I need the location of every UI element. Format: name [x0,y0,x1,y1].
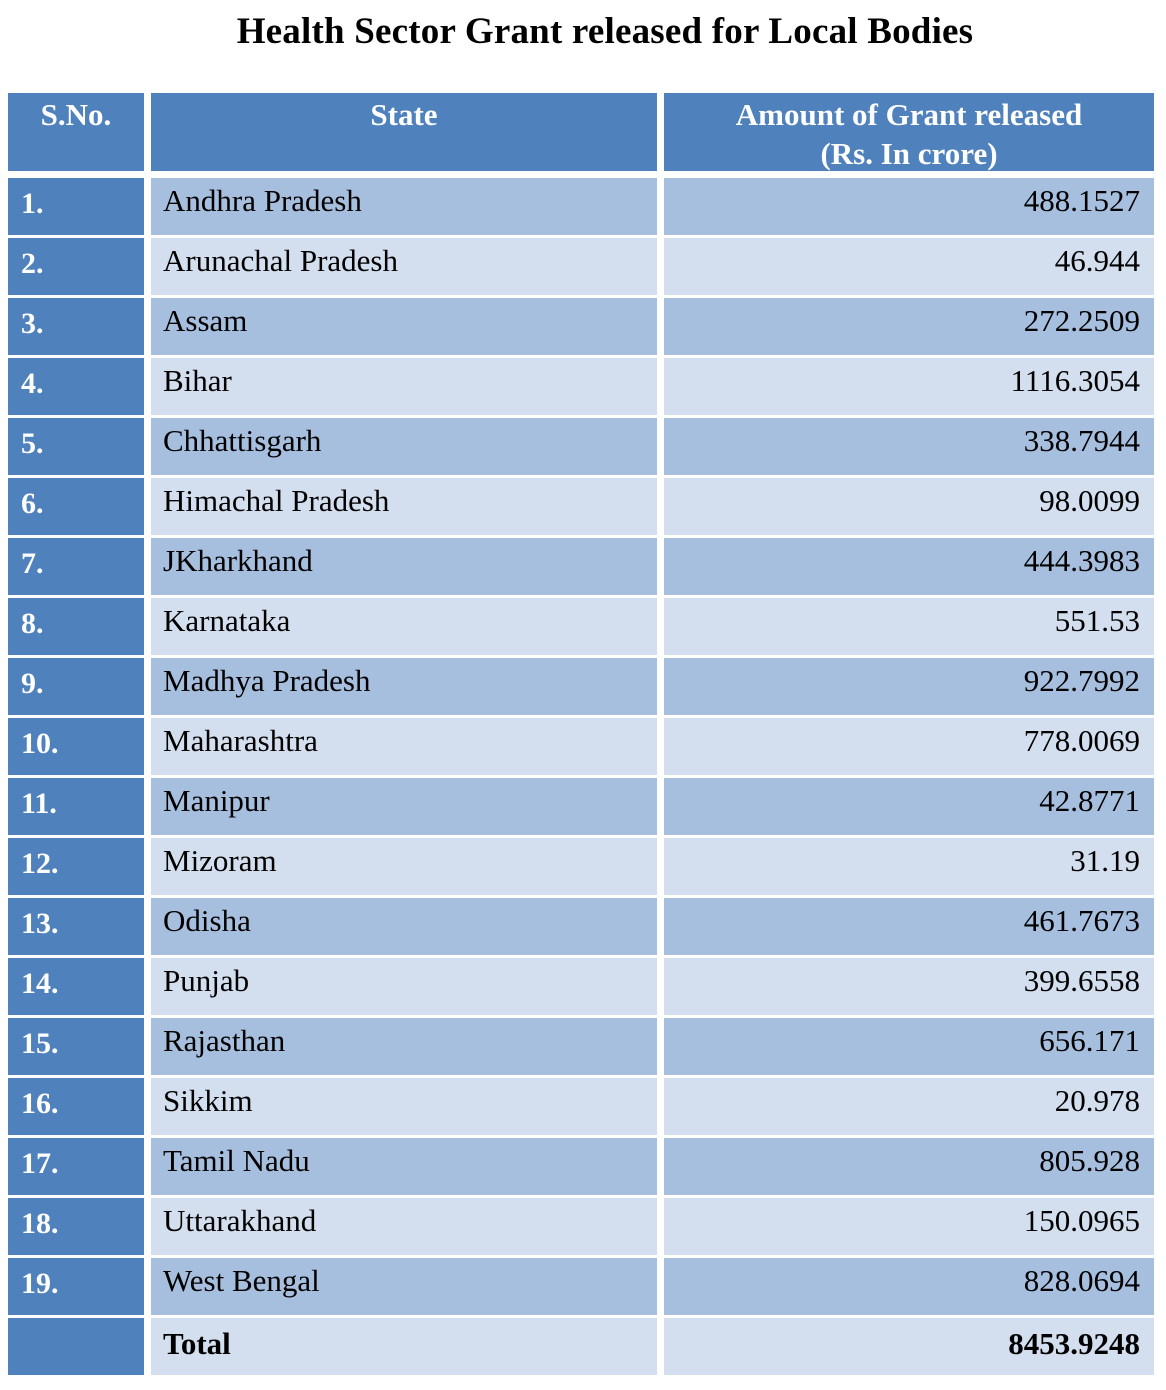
amount-cell: 42.8771 [664,778,1154,835]
sno-cell: 7. [8,538,144,595]
sno-cell: 17. [8,1138,144,1195]
state-cell: Punjab [151,958,657,1015]
state-cell: Chhattisgarh [151,418,657,475]
sno-cell: 12. [8,838,144,895]
table-row [8,538,1154,595]
amount-cell: 778.0069 [664,718,1154,775]
table-row [8,838,1154,895]
state-cell: Mizoram [151,838,657,895]
state-cell: Himachal Pradesh [151,478,657,535]
amount-cell: 98.0099 [664,478,1154,535]
state-cell: Odisha [151,898,657,955]
total-label: Total [151,1318,657,1375]
state-cell: Maharashtra [151,718,657,775]
sno-cell: 1. [8,178,144,235]
amount-cell: 828.0694 [664,1258,1154,1315]
sno-cell: 16. [8,1078,144,1135]
state-cell: Bihar [151,358,657,415]
table-row [8,238,1154,295]
sno-cell: 13. [8,898,144,955]
state-cell: Manipur [151,778,657,835]
state-cell: Tamil Nadu [151,1138,657,1195]
sno-cell: 3. [8,298,144,355]
sno-cell: 11. [8,778,144,835]
table-row [8,658,1154,715]
sno-cell: 15. [8,1018,144,1075]
sno-cell: 19. [8,1258,144,1315]
amount-cell: 805.928 [664,1138,1154,1195]
sno-cell: 14. [8,958,144,1015]
header-amount-line2: (Rs. In crore) [820,136,998,171]
header-sno: S.No. [8,93,144,171]
table-row [8,478,1154,535]
state-cell: Arunachal Pradesh [151,238,657,295]
total-row [8,1318,1154,1375]
table-row [8,1078,1154,1135]
table-row [8,958,1154,1015]
sno-cell: 8. [8,598,144,655]
sno-cell: 18. [8,1198,144,1255]
table-row [8,418,1154,475]
amount-cell: 551.53 [664,598,1154,655]
state-cell: JKharkhand [151,538,657,595]
state-cell: Karnataka [151,598,657,655]
header-state: State [151,93,657,171]
amount-cell: 488.1527 [664,178,1154,235]
page-title: Health Sector Grant released for Local Bodies [236,11,974,52]
amount-cell: 922.7992 [664,658,1154,715]
amount-cell: 272.2509 [664,298,1154,355]
sno-cell: 2. [8,238,144,295]
table-row [8,598,1154,655]
sno-cell: 6. [8,478,144,535]
amount-cell: 461.7673 [664,898,1154,955]
total-sno-cell [8,1318,144,1375]
state-cell: Sikkim [151,1078,657,1135]
sno-cell: 10. [8,718,144,775]
grant-table [8,93,1154,1378]
amount-cell: 31.19 [664,838,1154,895]
state-cell: Assam [151,298,657,355]
table-row [8,778,1154,835]
amount-cell: 20.978 [664,1078,1154,1135]
sno-cell: 4. [8,358,144,415]
state-cell: Uttarakhand [151,1198,657,1255]
state-cell: Madhya Pradesh [151,658,657,715]
table-row [8,358,1154,415]
table-row [8,1258,1154,1315]
sno-cell: 9. [8,658,144,715]
state-cell: West Bengal [151,1258,657,1315]
table-row [8,178,1154,235]
table-header-row [8,93,1154,171]
total-amount: 8453.9248 [664,1318,1154,1375]
amount-cell: 444.3983 [664,538,1154,595]
amount-cell: 656.171 [664,1018,1154,1075]
table-body [8,178,1154,1375]
state-cell: Rajasthan [151,1018,657,1075]
table-row [8,1018,1154,1075]
table-row [8,298,1154,355]
header-amount [664,93,1154,171]
table-row [8,898,1154,955]
table-row [8,1198,1154,1255]
table-row [8,718,1154,775]
table-row [8,1138,1154,1195]
header-amount-line1: Amount of Grant released [735,97,1083,132]
amount-cell: 399.6558 [664,958,1154,1015]
sno-cell: 5. [8,418,144,475]
amount-cell: 150.0965 [664,1198,1154,1255]
state-cell: Andhra Pradesh [151,178,657,235]
amount-cell: 46.944 [664,238,1154,295]
amount-cell: 338.7944 [664,418,1154,475]
amount-cell: 1116.3054 [664,358,1154,415]
